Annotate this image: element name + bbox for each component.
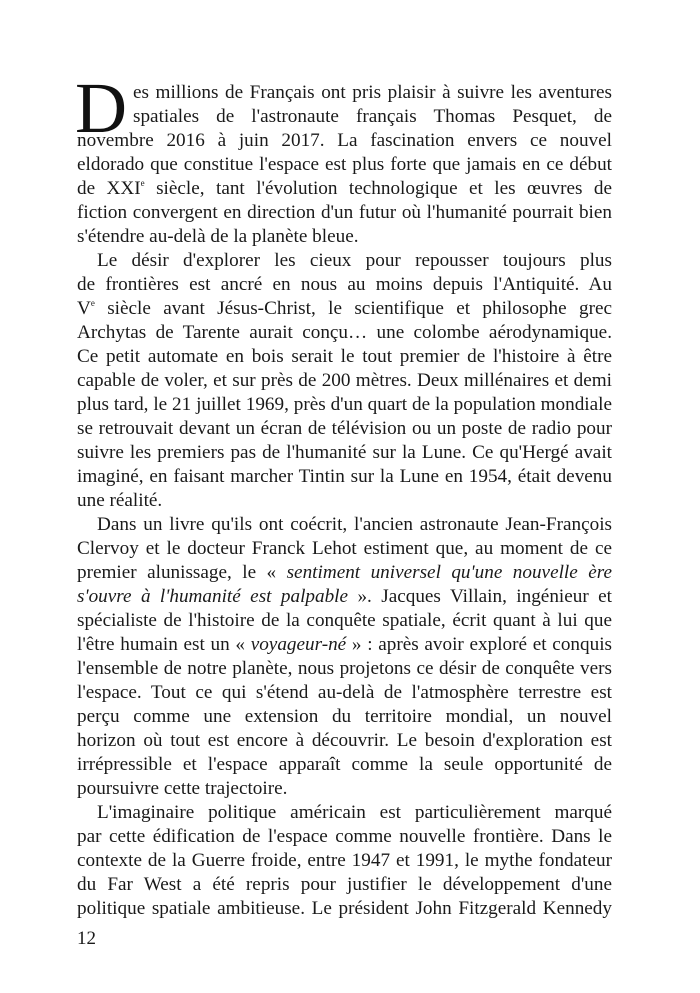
text-run: par cette édification de l'espace comme nouvelle frontière. Dans le bbox=[77, 826, 612, 847]
text-line bbox=[77, 753, 612, 777]
text-run: politique spatiale ambitieuse. Le président John Fitzgerald Kennedy bbox=[77, 898, 612, 919]
text-line bbox=[77, 825, 612, 849]
text-line bbox=[77, 297, 612, 321]
text-run: plus tard, le 21 juillet 1969, près d'un quart de la population mondiale bbox=[77, 394, 612, 415]
text-line bbox=[77, 81, 612, 105]
text-run: poursuivre cette trajectoire. bbox=[77, 778, 288, 799]
italic-quote: voyageur-né bbox=[250, 634, 347, 655]
text-line bbox=[77, 153, 612, 177]
text-run: contexte de la Guerre froide, entre 1947 et 1991, le mythe fondateur bbox=[77, 850, 612, 871]
text-run: suivre les premiers pas de l'humanité sur la Lune. Ce qu'Hergé avait bbox=[77, 442, 612, 463]
text-run: » : après avoir exploré et conquis bbox=[346, 634, 612, 655]
paragraph bbox=[77, 249, 612, 513]
italic-quote: sentiment universel qu'une nouvelle ère bbox=[286, 562, 612, 583]
text-run: perçu comme une extension du territoire mondial, un nouvel bbox=[77, 706, 612, 727]
text-line bbox=[77, 801, 612, 825]
body-text bbox=[77, 81, 612, 921]
paragraph bbox=[77, 513, 612, 801]
text-run: de XXI bbox=[77, 178, 141, 199]
text-run: V bbox=[77, 298, 91, 319]
text-line bbox=[77, 561, 612, 585]
text-line bbox=[77, 849, 612, 873]
text-line bbox=[77, 873, 612, 897]
superscript: e bbox=[140, 178, 145, 188]
text-line bbox=[77, 441, 612, 465]
text-run: siècle avant Jésus-Christ, le scientifique et philosophe grec bbox=[94, 298, 612, 319]
text-line bbox=[77, 249, 612, 273]
text-run: l'ensemble de notre planète, nous projetons ce désir de conquête vers bbox=[77, 658, 612, 679]
text-run: novembre 2016 à juin 2017. La fascination envers ce nouvel bbox=[77, 130, 612, 151]
text-run: Dans un livre qu'ils ont coécrit, l'ancien astronaute Jean-François bbox=[97, 514, 612, 535]
text-run: de frontières est ancré en nous au moins depuis l'Antiquité. Au bbox=[77, 274, 612, 295]
text-line bbox=[77, 273, 612, 297]
text-line bbox=[77, 393, 612, 417]
text-run: l'espace. Tout ce qui s'étend au-delà de l'atmosphère terrestre est bbox=[77, 682, 612, 703]
text-run: ». Jacques Villain, ingénieur et bbox=[348, 586, 612, 607]
italic-quote: s'ouvre à l'humanité est palpable bbox=[77, 586, 349, 607]
page-number: 12 bbox=[77, 928, 96, 949]
text-line bbox=[77, 129, 612, 153]
text-line bbox=[77, 681, 612, 705]
text-run: Le désir d'explorer les cieux pour repousser toujours plus bbox=[97, 250, 612, 271]
text-run: Ce petit automate en bois serait le tout premier de l'histoire à être bbox=[77, 346, 612, 367]
text-line bbox=[77, 657, 612, 681]
text-line bbox=[77, 585, 612, 609]
text-line bbox=[77, 225, 612, 249]
text-run: s'étendre au-delà de la planète bleue. bbox=[77, 226, 359, 247]
text-line bbox=[77, 513, 612, 537]
text-run: premier alunissage, le « bbox=[77, 562, 287, 583]
text-line bbox=[77, 201, 612, 225]
text-line bbox=[77, 537, 612, 561]
paragraph bbox=[77, 81, 612, 249]
text-run: irrépressible et l'espace apparaît comme la seule opportunité de bbox=[77, 754, 612, 775]
text-line bbox=[77, 465, 612, 489]
superscript: e bbox=[90, 298, 95, 308]
text-run: l'être humain est un « bbox=[77, 634, 251, 655]
text-run: fiction convergent en direction d'un futur où l'humanité pourrait bien bbox=[77, 202, 612, 223]
text-line bbox=[77, 321, 612, 345]
text-run: se retrouvait devant un écran de télévision ou un poste de radio pour bbox=[77, 418, 612, 439]
text-line bbox=[77, 897, 612, 921]
text-line bbox=[77, 105, 612, 129]
text-run: une réalité. bbox=[77, 490, 163, 511]
text-line bbox=[77, 177, 612, 201]
drop-cap: D bbox=[75, 68, 127, 148]
text-line bbox=[77, 345, 612, 369]
text-run: es millions de Français ont pris plaisir à suivre les aventures bbox=[133, 82, 612, 103]
text-line bbox=[77, 729, 612, 753]
text-run: spécialiste de l'histoire de la conquête spatiale, écrit quant à lui que bbox=[77, 610, 612, 631]
text-line bbox=[77, 369, 612, 393]
text-line bbox=[77, 417, 612, 441]
paragraph bbox=[77, 801, 612, 921]
text-run: spatiales de l'astronaute français Thomas Pesquet, de bbox=[133, 106, 612, 127]
text-line bbox=[77, 609, 612, 633]
text-run: Clervoy et le docteur Franck Lehot estiment que, au moment de ce bbox=[77, 538, 612, 559]
text-line bbox=[77, 777, 612, 801]
text-run: horizon où tout est encore à découvrir. Le besoin d'exploration est bbox=[77, 730, 612, 751]
text-run: siècle, tant l'évolution technologique et les œuvres de bbox=[144, 178, 612, 199]
text-line bbox=[77, 489, 612, 513]
text-line bbox=[77, 705, 612, 729]
text-run: eldorado que constitue l'espace est plus forte que jamais en ce début bbox=[77, 154, 612, 175]
text-run: du Far West a été repris pour justifier le développement d'une bbox=[77, 874, 612, 895]
text-run: capable de voler, et sur près de 200 mètres. Deux millénaires et demi bbox=[77, 370, 612, 391]
text-run: imaginé, en faisant marcher Tintin sur la Lune en 1954, était devenu bbox=[77, 466, 612, 487]
text-run: L'imaginaire politique américain est particulièrement marqué bbox=[97, 802, 612, 823]
text-run: Archytas de Tarente aurait conçu… une colombe aérodynamique. bbox=[77, 322, 612, 343]
text-line bbox=[77, 633, 612, 657]
